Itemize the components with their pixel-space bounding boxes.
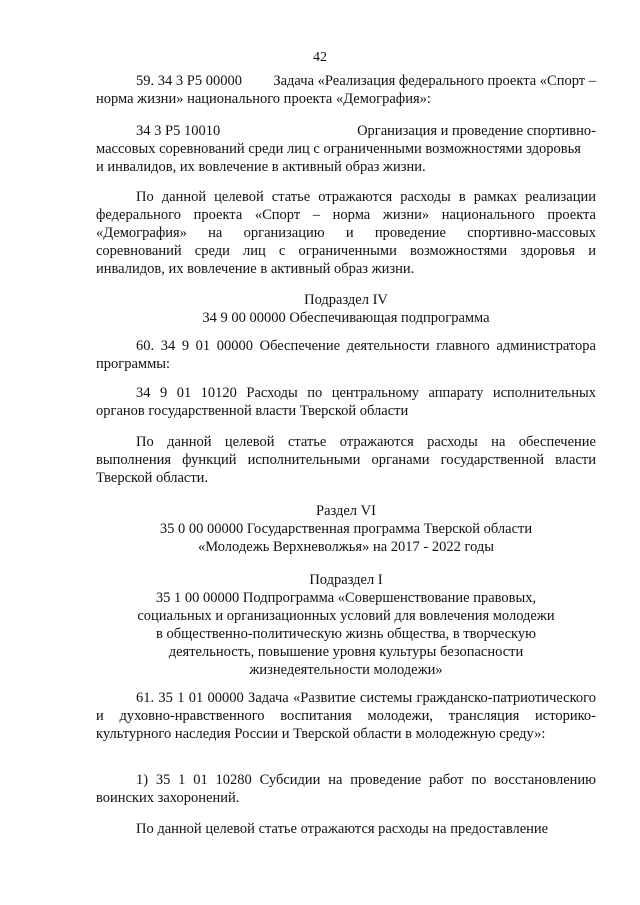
item-60-subarticle: 34 9 01 10120 Расходы по центральному аппарату исполнительных органов государственной власти Тверской области [96, 385, 596, 419]
subsection-4-name: 34 9 00 00000 Обеспечивающая подпрограмма [202, 310, 490, 326]
subsection-1-line4: деятельность, повышение уровня культуры безопасности [168, 644, 524, 660]
item-59-subarticle [96, 122, 596, 176]
item-60-description: По данной целевой статье отражаются расходы на обеспечение выполнения функций исполнительными органами государственной власти Тверской области. [96, 434, 596, 486]
subsection-1-line3: в общественно-политическую жизнь общества, в творческую [156, 626, 536, 642]
item-59-heading [96, 72, 596, 108]
section-6-title: Раздел VI [316, 503, 376, 519]
item-59-title-end: норма жизни» национального проекта «Демография»: [96, 91, 431, 107]
item-61-subarticle: 1) 35 1 01 10280 Субсидии на проведение работ по восстановлению воинских захоронений. [96, 772, 596, 806]
item-59-code: 59. 34 3 P5 00000 [136, 73, 242, 89]
item-59-sub-title-start: Организация и проведение спортивно- [357, 123, 596, 139]
item-59-sub-line3: и инвалидов, их вовлечение в активный образ жизни. [96, 159, 426, 175]
subsection-1-line5: жизнедеятельности молодежи» [249, 662, 443, 678]
item-60-heading: 60. 34 9 01 00000 Обеспечение деятельности главного администратора программы: [96, 338, 596, 372]
item-59-title-start: Задача «Реализация федерального проекта «Спорт – [273, 73, 596, 89]
item-59-sub-line2: массовых соревнований среди лиц с ограниченными возможностями здоровья [96, 141, 581, 157]
subsection-1-line2: социальных и организационных условий для вовлечения молодежи [137, 608, 555, 624]
subsection-1-title: Подраздел I [309, 572, 383, 588]
item-59-description: По данной целевой статье отражаются расходы в рамках реализации федерального проекта «Спорт – норма жизни» национального проекта «Демография» на организацию и проведение спортивно-массовых соревнований среди лиц с ограниченными возможностями здоровья и инвалидов, их вовлечение в активный образ жизни. [96, 189, 596, 277]
subsection-1-line1: 35 1 00 00000 Подпрограмма «Совершенствование правовых, [155, 590, 537, 606]
section-6-line1: 35 0 00 00000 Государственная программа Тверской области [159, 521, 533, 537]
item-61-description: По данной целевой статье отражаются расходы на предоставление [136, 821, 549, 837]
item-59-sub-code: 34 3 P5 10010 [136, 123, 221, 139]
item-61-heading: 61. 35 1 01 00000 Задача «Развитие системы гражданско-патриотического и духовно-нравственного воспитания молодежи, трансляция историко-культурного наследия России и Тверской области в молодежную среду»: [96, 690, 596, 742]
subsection-4-title: Подраздел IV [304, 292, 388, 308]
section-6-line2: «Молодежь Верхневолжья» на 2017 - 2022 годы [197, 539, 495, 555]
page-number: 42 [313, 50, 327, 65]
